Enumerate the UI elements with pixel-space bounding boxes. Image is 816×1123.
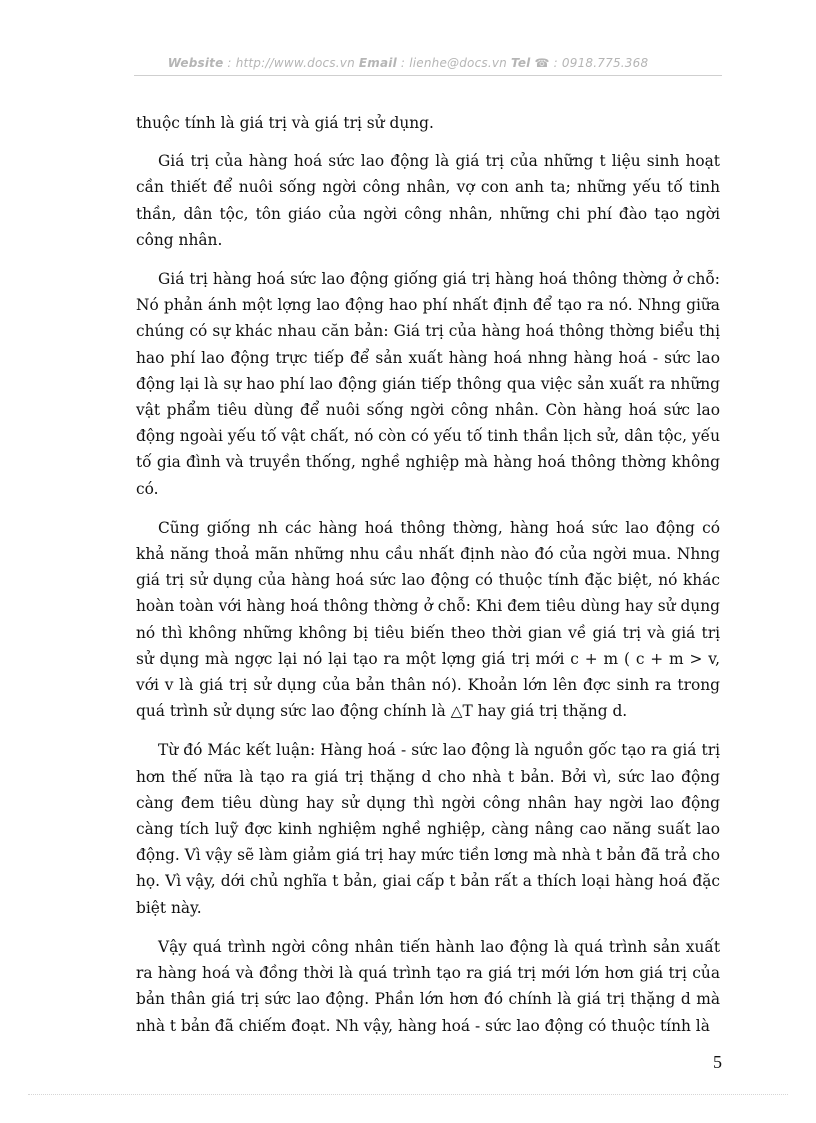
website-url: : http://www.docs.vn: [223, 56, 359, 70]
document-body: [136, 110, 720, 1052]
paragraph: Vậy quá trình ngời công nhân tiến hành lao động là quá trình sản xuất ra hàng hoá và đồng thời là quá trình tạo ra giá trị mới lớn hơn giá trị của bản thân giá trị sức lao động. Phần lớn hơn đó chính là giá trị thặng d mà nhà t bản đã chiếm đoạt. Nh vậy, hàng hoá - sức lao động có thuộc tính là: [136, 937, 720, 1035]
paragraph: Cũng giống nh các hàng hoá thông thờng, hàng hoá sức lao động có khả năng thoả mãn những nhu cầu nhất định nào đó của ngời mua. Nhng giá trị sử dụng của hàng hoá sức lao động có thuộc tính đặc biệt, nó khác hoàn toàn với hàng hoá thông thờng ở chỗ: Khi đem tiêu dùng hay sử dụng nó thì không những không bị tiêu biến theo thời gian về giá trị và giá trị sử dụng mà ngợc lại nó lại tạo ra một lợng giá trị mới c + m ( c + m > v, với v là giá trị sử dụng của bản thân nó). Khoản lớn lên đợc sinh ra trong quá trình sử dụng sức lao động chính là △T hay giá trị thặng d.: [136, 518, 720, 721]
phone-number: ☎ : 0918.775.368: [530, 56, 649, 70]
tel-label: Tel: [510, 56, 531, 70]
website-label: Website: [167, 56, 224, 70]
page-number: 5: [713, 1052, 722, 1072]
paragraph: Giá trị của hàng hoá sức lao động là giá trị của những t liệu sinh hoạt cần thiết để nuôi sống ngời công nhân, vợ con anh ta; những yếu tố tinh thần, dân tộc, tôn giáo của ngời công nhân, những chi phí đào tạo ngời công nhân.: [136, 152, 720, 249]
email-address: : lienhe@docs.vn: [396, 56, 511, 70]
paragraph: Từ đó Mác kết luận: Hàng hoá - sức lao động là nguồn gốc tạo ra giá trị hơn thế nữa là tạo ra giá trị thặng d cho nhà t bản. Bởi vì, sức lao động càng đem tiêu dùng hay sử dụng thì ngời công nhân hay ngời lao động càng tích luỹ đợc kinh nghiệm nghề nghiệp, càng nâng cao năng suất lao động. Vì vậy sẽ làm giảm giá trị hay mức tiền lơng mà nhà t bản đã trả cho họ. Vì vậy, dới chủ nghĩa t bản, giai cấp t bản rất a thích loại hàng hoá đặc biệt này.: [136, 741, 720, 917]
header-divider: [134, 75, 722, 76]
paragraph-continuation: thuộc tính là giá trị và giá trị sử dụng.: [136, 114, 434, 132]
email-label: Email: [358, 56, 397, 70]
page-header: [0, 56, 816, 70]
footer-divider: [28, 1094, 788, 1095]
paragraph: Giá trị hàng hoá sức lao động giống giá trị hàng hoá thông thờng ở chỗ: Nó phản ánh một lợng lao động hao phí nhất định để tạo ra nó. Nhng giữa chúng có sự khác nhau căn bản: Giá trị của hàng hoá thông thờng biểu thị hao phí lao động trực tiếp để sản xuất hàng hoá nhng hàng hoá - sức lao động lại là sự hao phí lao động gián tiếp thông qua việc sản xuất ra những vật phẩm tiêu dùng để nuôi sống ngời công nhân. Còn hàng hoá sức lao động ngoài yếu tố vật chất, nó còn có yếu tố tinh thần lịch sử, dân tộc, yếu tố gia đình và truyền thống, nghề nghiệp mà hàng hoá thông thờng không có.: [136, 270, 720, 498]
